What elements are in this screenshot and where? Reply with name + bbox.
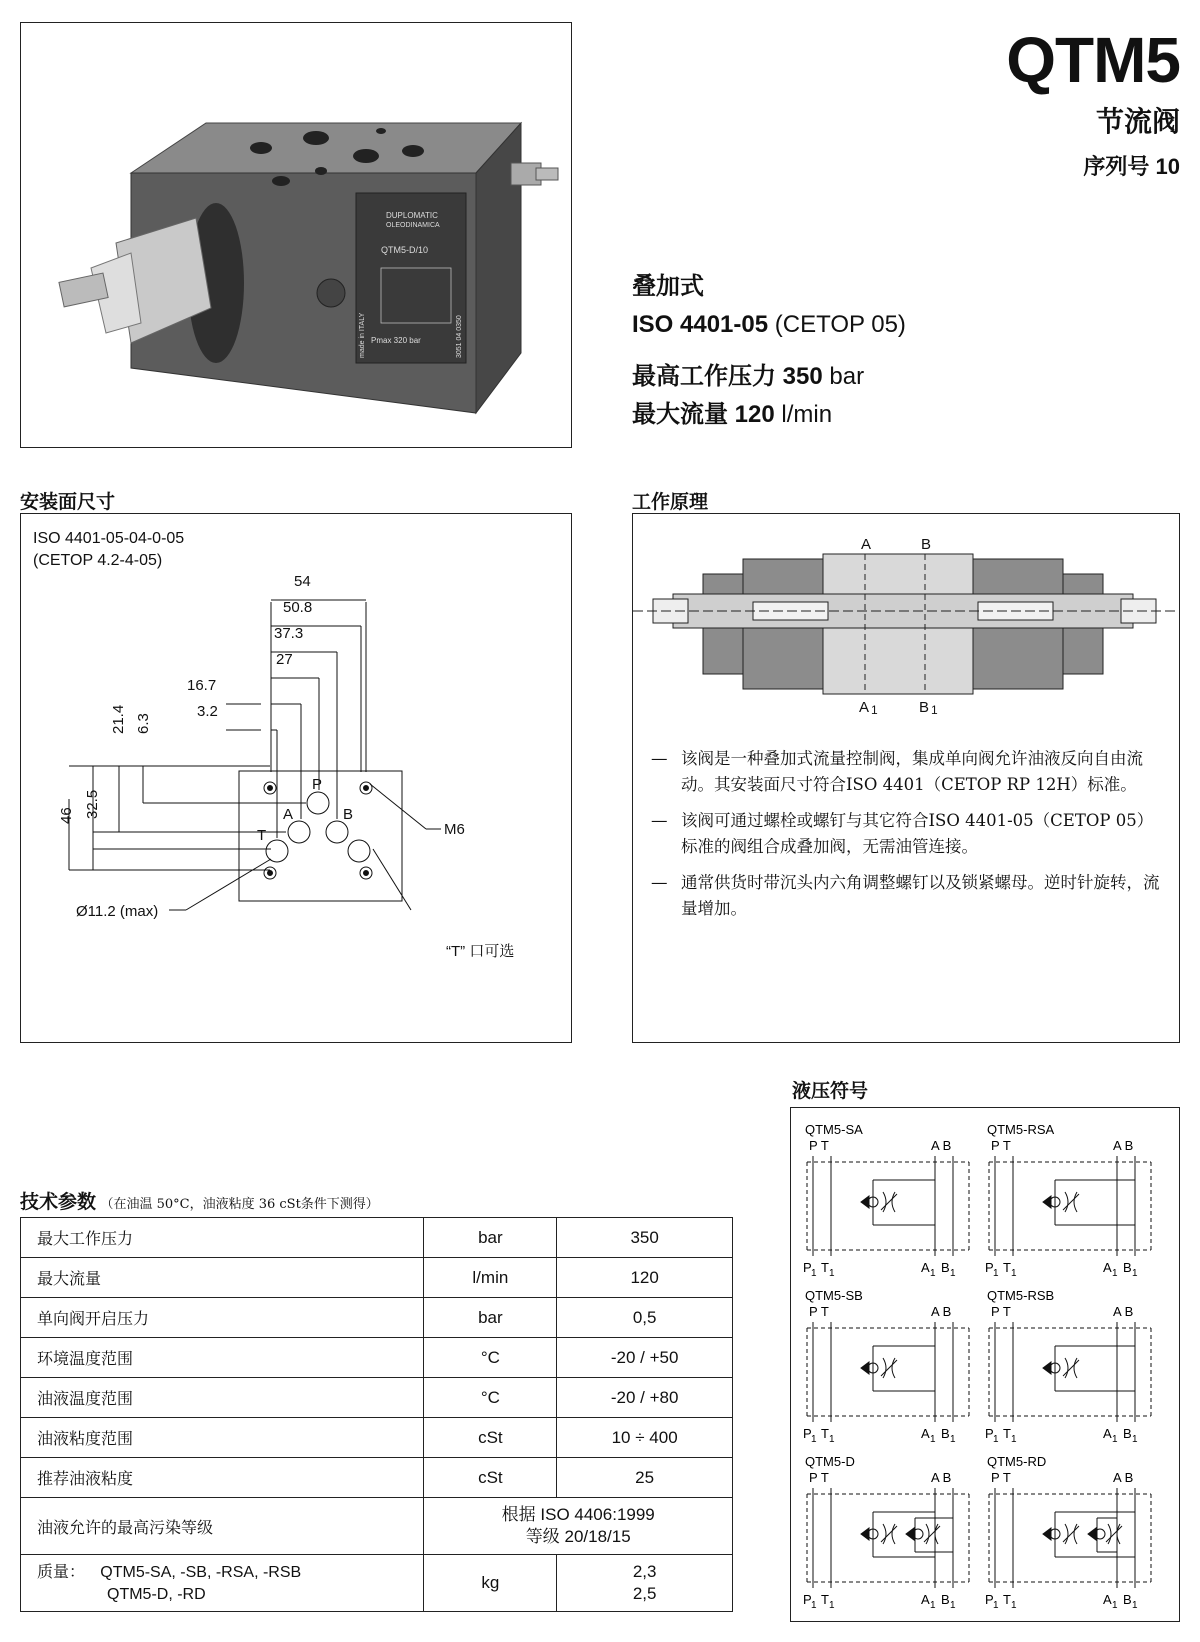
symbol-sub: 1 — [1011, 1600, 1017, 1611]
dim-27: 27 — [276, 651, 293, 668]
dim-37-3: 37.3 — [274, 625, 304, 642]
section-drawing — [633, 514, 1178, 714]
dim-3-2: 3.2 — [197, 703, 218, 720]
mounting-std-1: ISO 4401-05-04-0-05 — [33, 530, 185, 547]
cell-param — [21, 1555, 424, 1612]
symbol-port-a1: A — [921, 1426, 930, 1441]
symbol-port-t1: T — [1003, 1426, 1011, 1441]
symbol-port-b1: B — [1123, 1592, 1132, 1607]
product-photo — [21, 23, 570, 446]
product-photo-frame — [20, 22, 572, 448]
mass-models-2: QTM5-D, -RD — [107, 1585, 206, 1603]
symbol-ports-top-right: A B — [1113, 1470, 1134, 1485]
symbol-port-t1: T — [821, 1260, 829, 1275]
symbol-sub: 1 — [950, 1434, 956, 1445]
symbol-port-b1: B — [941, 1426, 950, 1441]
symbol-sub: 1 — [930, 1268, 936, 1279]
mounting-std-2: (CETOP 4.2-4-05) — [33, 552, 163, 569]
note-text: 该阀是一种叠加式流量控制阀，集成单向阀允许油液反向自由流动。其安装面尺寸符合ISO 4401（CETOP RP 12H）标准。 — [681, 749, 1143, 794]
port-a: A — [283, 806, 294, 823]
mass-value-2: 2,5 — [632, 1584, 657, 1603]
contam-value-2: 等级 20/18/15 — [525, 1527, 631, 1546]
symbol-sub: 1 — [829, 1600, 835, 1611]
symbol-sub: 1 — [930, 1600, 936, 1611]
symbol-ports-top-right: A B — [931, 1138, 952, 1153]
note-item — [633, 746, 1163, 798]
cell-unit: bar — [424, 1218, 557, 1258]
cell-param: 油液允许的最高污染等级 — [21, 1498, 424, 1555]
note-dash: — — [651, 811, 668, 830]
mounting-heading: 安装面尺寸 — [20, 492, 116, 513]
symbol-name: QTM5-SA — [805, 1122, 863, 1137]
cell-value: -20 / +50 — [557, 1338, 733, 1378]
cell-value: 10 ÷ 400 — [557, 1418, 733, 1458]
symbol-sub: 1 — [829, 1268, 835, 1279]
symbol-ports-top-right: A B — [931, 1304, 952, 1319]
thread-m6: M6 — [444, 821, 465, 838]
product-subtitle: 节流阀 — [1095, 106, 1180, 137]
mount-type: 叠加式 — [632, 273, 704, 300]
product-model: QTM5 — [1006, 24, 1180, 96]
symbol-port-p1: P — [985, 1592, 994, 1607]
symbol-qtm5-sa — [803, 1120, 973, 1280]
symbol-port-t1: T — [821, 1426, 829, 1441]
symbol-port-t1: T — [1003, 1260, 1011, 1275]
cell-value: 120 — [557, 1258, 733, 1298]
max-flow-unit: l/min — [781, 401, 833, 428]
cetop-standard: (CETOP 05) — [774, 311, 906, 338]
symbol-port-p1: P — [803, 1260, 812, 1275]
plate-brand-2: OLEODINAMICA — [386, 222, 440, 229]
mass-models-1: QTM5-SA, -SB, -RSA, -RSB — [100, 1563, 302, 1581]
dim-54: 54 — [294, 573, 311, 590]
port-t: T — [257, 827, 267, 844]
symbol-name: QTM5-D — [805, 1454, 855, 1469]
dim-50-8: 50.8 — [283, 599, 313, 616]
principle-notes — [633, 746, 1163, 932]
dim-16-7: 16.7 — [187, 677, 217, 694]
symbol-name: QTM5-SB — [805, 1288, 863, 1303]
symbol-sub: 1 — [930, 1434, 936, 1445]
cell-param: 最大工作压力 — [21, 1218, 424, 1258]
cell-value: -20 / +80 — [557, 1378, 733, 1418]
section-label-a1-sub: 1 — [871, 703, 878, 714]
cell-unit: cSt — [424, 1418, 557, 1458]
symbol-ports-top-left: P T — [809, 1304, 829, 1319]
cell-param: 油液粘度范围 — [21, 1418, 424, 1458]
port-p: P — [312, 776, 323, 793]
symbol-sub: 1 — [950, 1268, 956, 1279]
cell-unit: °C — [424, 1378, 557, 1418]
note-item — [633, 870, 1163, 922]
symbol-ports-top-right: A B — [1113, 1138, 1134, 1153]
symbol-sub: 1 — [1132, 1434, 1138, 1445]
symbol-port-b1: B — [1123, 1260, 1132, 1275]
plate-code: 3051 04 0350 — [456, 315, 463, 358]
symbol-sub: 1 — [829, 1434, 835, 1445]
symbol-sub: 1 — [1112, 1434, 1118, 1445]
symbol-sub: 1 — [1132, 1268, 1138, 1279]
max-pressure-unit: bar — [829, 363, 865, 390]
table-row — [21, 1378, 733, 1418]
cell-unit: l/min — [424, 1258, 557, 1298]
section-label-a1: A — [859, 699, 870, 714]
table-row — [21, 1298, 733, 1338]
note-dash: — — [651, 873, 668, 892]
hole-diameter: Ø11.2 (max) — [76, 903, 159, 920]
symbol-port-p1: P — [985, 1426, 994, 1441]
symbol-port-b1: B — [941, 1260, 950, 1275]
symbol-qtm5-rsb — [985, 1286, 1155, 1446]
t-port-optional: “T” 口可选 — [446, 943, 515, 960]
symbol-sub: 1 — [1011, 1268, 1017, 1279]
max-flow-value: 120 — [734, 401, 775, 428]
cell-value: 25 — [557, 1458, 733, 1498]
cell-unit: cSt — [424, 1458, 557, 1498]
symbol-port-t1: T — [1003, 1592, 1011, 1607]
symbol-port-b1: B — [941, 1592, 950, 1607]
symbol-qtm5-d — [803, 1452, 973, 1612]
symbol-sub: 1 — [811, 1268, 817, 1279]
symbol-ports-top-left: P T — [991, 1470, 1011, 1485]
plate-model: QTM5-D/10 — [381, 245, 429, 255]
symbol-qtm5-rd — [985, 1452, 1155, 1612]
symbol-sub: 1 — [1112, 1268, 1118, 1279]
max-pressure-label: 最高工作压力 — [632, 363, 776, 390]
symbol-sub: 1 — [993, 1268, 999, 1279]
cell-value — [424, 1498, 733, 1555]
cell-unit: bar — [424, 1298, 557, 1338]
symbols-frame — [790, 1107, 1180, 1622]
table-row — [21, 1418, 733, 1458]
tech-heading: 技术参数 — [20, 1192, 97, 1213]
principle-frame — [632, 513, 1180, 1043]
cell-param: 环境温度范围 — [21, 1338, 424, 1378]
symbol-ports-top-left: P T — [991, 1138, 1011, 1153]
plate-brand-1: DUPLOMATIC — [386, 211, 438, 220]
section-label-a: A — [861, 536, 872, 553]
dim-6-3: 6.3 — [135, 713, 152, 734]
cell-value — [557, 1555, 733, 1612]
symbol-name: QTM5-RD — [987, 1454, 1047, 1469]
port-b: B — [343, 806, 354, 823]
symbol-port-p1: P — [803, 1426, 812, 1441]
cell-value: 350 — [557, 1218, 733, 1258]
table-row — [21, 1258, 733, 1298]
key-specs — [632, 268, 906, 434]
principle-heading: 工作原理 — [632, 492, 709, 513]
symbol-ports-top-right: A B — [1113, 1304, 1134, 1319]
symbol-name: QTM5-RSB — [987, 1288, 1055, 1303]
mounting-diagram-frame — [20, 513, 572, 1043]
note-item — [633, 808, 1163, 860]
plate-pmax: Pmax 320 bar — [371, 336, 421, 345]
symbol-sub: 1 — [1132, 1600, 1138, 1611]
mass-label: 质量： — [37, 1561, 86, 1581]
cell-value: 0,5 — [557, 1298, 733, 1338]
note-text: 通常供货时带沉头内六角调整螺钉以及锁紧螺母。逆时针旋转，流量增加。 — [681, 873, 1160, 918]
tech-table — [20, 1217, 733, 1612]
cell-param: 最大流量 — [21, 1258, 424, 1298]
symbol-port-a1: A — [1103, 1592, 1112, 1607]
mounting-diagram — [21, 514, 570, 1041]
dim-32-5: 32.5 — [84, 789, 101, 819]
tech-heading-row — [20, 1187, 379, 1214]
symbol-sub: 1 — [811, 1600, 817, 1611]
symbol-sub: 1 — [811, 1434, 817, 1445]
section-label-b: B — [921, 536, 932, 553]
symbol-port-a1: A — [1103, 1426, 1112, 1441]
symbol-sub: 1 — [993, 1600, 999, 1611]
note-text: 该阀可通过螺栓或螺钉与其它符合ISO 4401-05（CETOP 05）标准的阀组合成叠加阀，无需油管连接。 — [681, 811, 1154, 856]
symbol-ports-top-right: A B — [931, 1470, 952, 1485]
symbols-heading: 液压符号 — [792, 1081, 869, 1102]
symbol-sub: 1 — [950, 1600, 956, 1611]
table-row-mass — [21, 1555, 733, 1612]
cell-param: 单向阀开启压力 — [21, 1298, 424, 1338]
symbol-sub: 1 — [1112, 1600, 1118, 1611]
symbol-port-a1: A — [921, 1260, 930, 1275]
symbol-port-b1: B — [1123, 1426, 1132, 1441]
table-row-contamination — [21, 1498, 733, 1555]
symbol-sub: 1 — [1011, 1434, 1017, 1445]
series-number: 序列号 10 — [1083, 154, 1180, 179]
max-flow-label: 最大流量 — [632, 401, 728, 428]
symbol-port-a1: A — [1103, 1260, 1112, 1275]
max-pressure-value: 350 — [782, 363, 823, 390]
table-row — [21, 1458, 733, 1498]
iso-standard: ISO 4401-05 — [632, 311, 769, 338]
table-row — [21, 1338, 733, 1378]
cell-unit: kg — [424, 1555, 557, 1612]
dim-21-4: 21.4 — [110, 704, 127, 734]
cell-param: 推荐油液粘度 — [21, 1458, 424, 1498]
symbol-ports-top-left: P T — [809, 1470, 829, 1485]
tech-note: （在油温 50°C，油液粘度 36 cSt条件下测得） — [100, 1197, 379, 1212]
note-dash: — — [651, 749, 668, 768]
symbol-port-a1: A — [921, 1592, 930, 1607]
dim-46: 46 — [58, 807, 75, 824]
symbol-port-p1: P — [803, 1592, 812, 1607]
symbol-port-t1: T — [821, 1592, 829, 1607]
symbol-name: QTM5-RSA — [987, 1122, 1055, 1137]
section-label-b1-sub: 1 — [931, 703, 938, 714]
section-label-b1: B — [919, 699, 930, 714]
symbol-ports-top-left: P T — [809, 1138, 829, 1153]
cell-unit: °C — [424, 1338, 557, 1378]
plate-origin: made in ITALY — [359, 312, 366, 358]
cell-param: 油液温度范围 — [21, 1378, 424, 1418]
symbol-qtm5-sb — [803, 1286, 973, 1446]
symbol-ports-top-left: P T — [991, 1304, 1011, 1319]
title-block — [1006, 24, 1180, 181]
table-row — [21, 1218, 733, 1258]
symbol-qtm5-rsa — [985, 1120, 1155, 1280]
mass-value-1: 2,3 — [632, 1562, 657, 1581]
symbol-port-p1: P — [985, 1260, 994, 1275]
contam-value-1: 根据 ISO 4406:1999 — [501, 1505, 655, 1524]
symbol-sub: 1 — [993, 1434, 999, 1445]
